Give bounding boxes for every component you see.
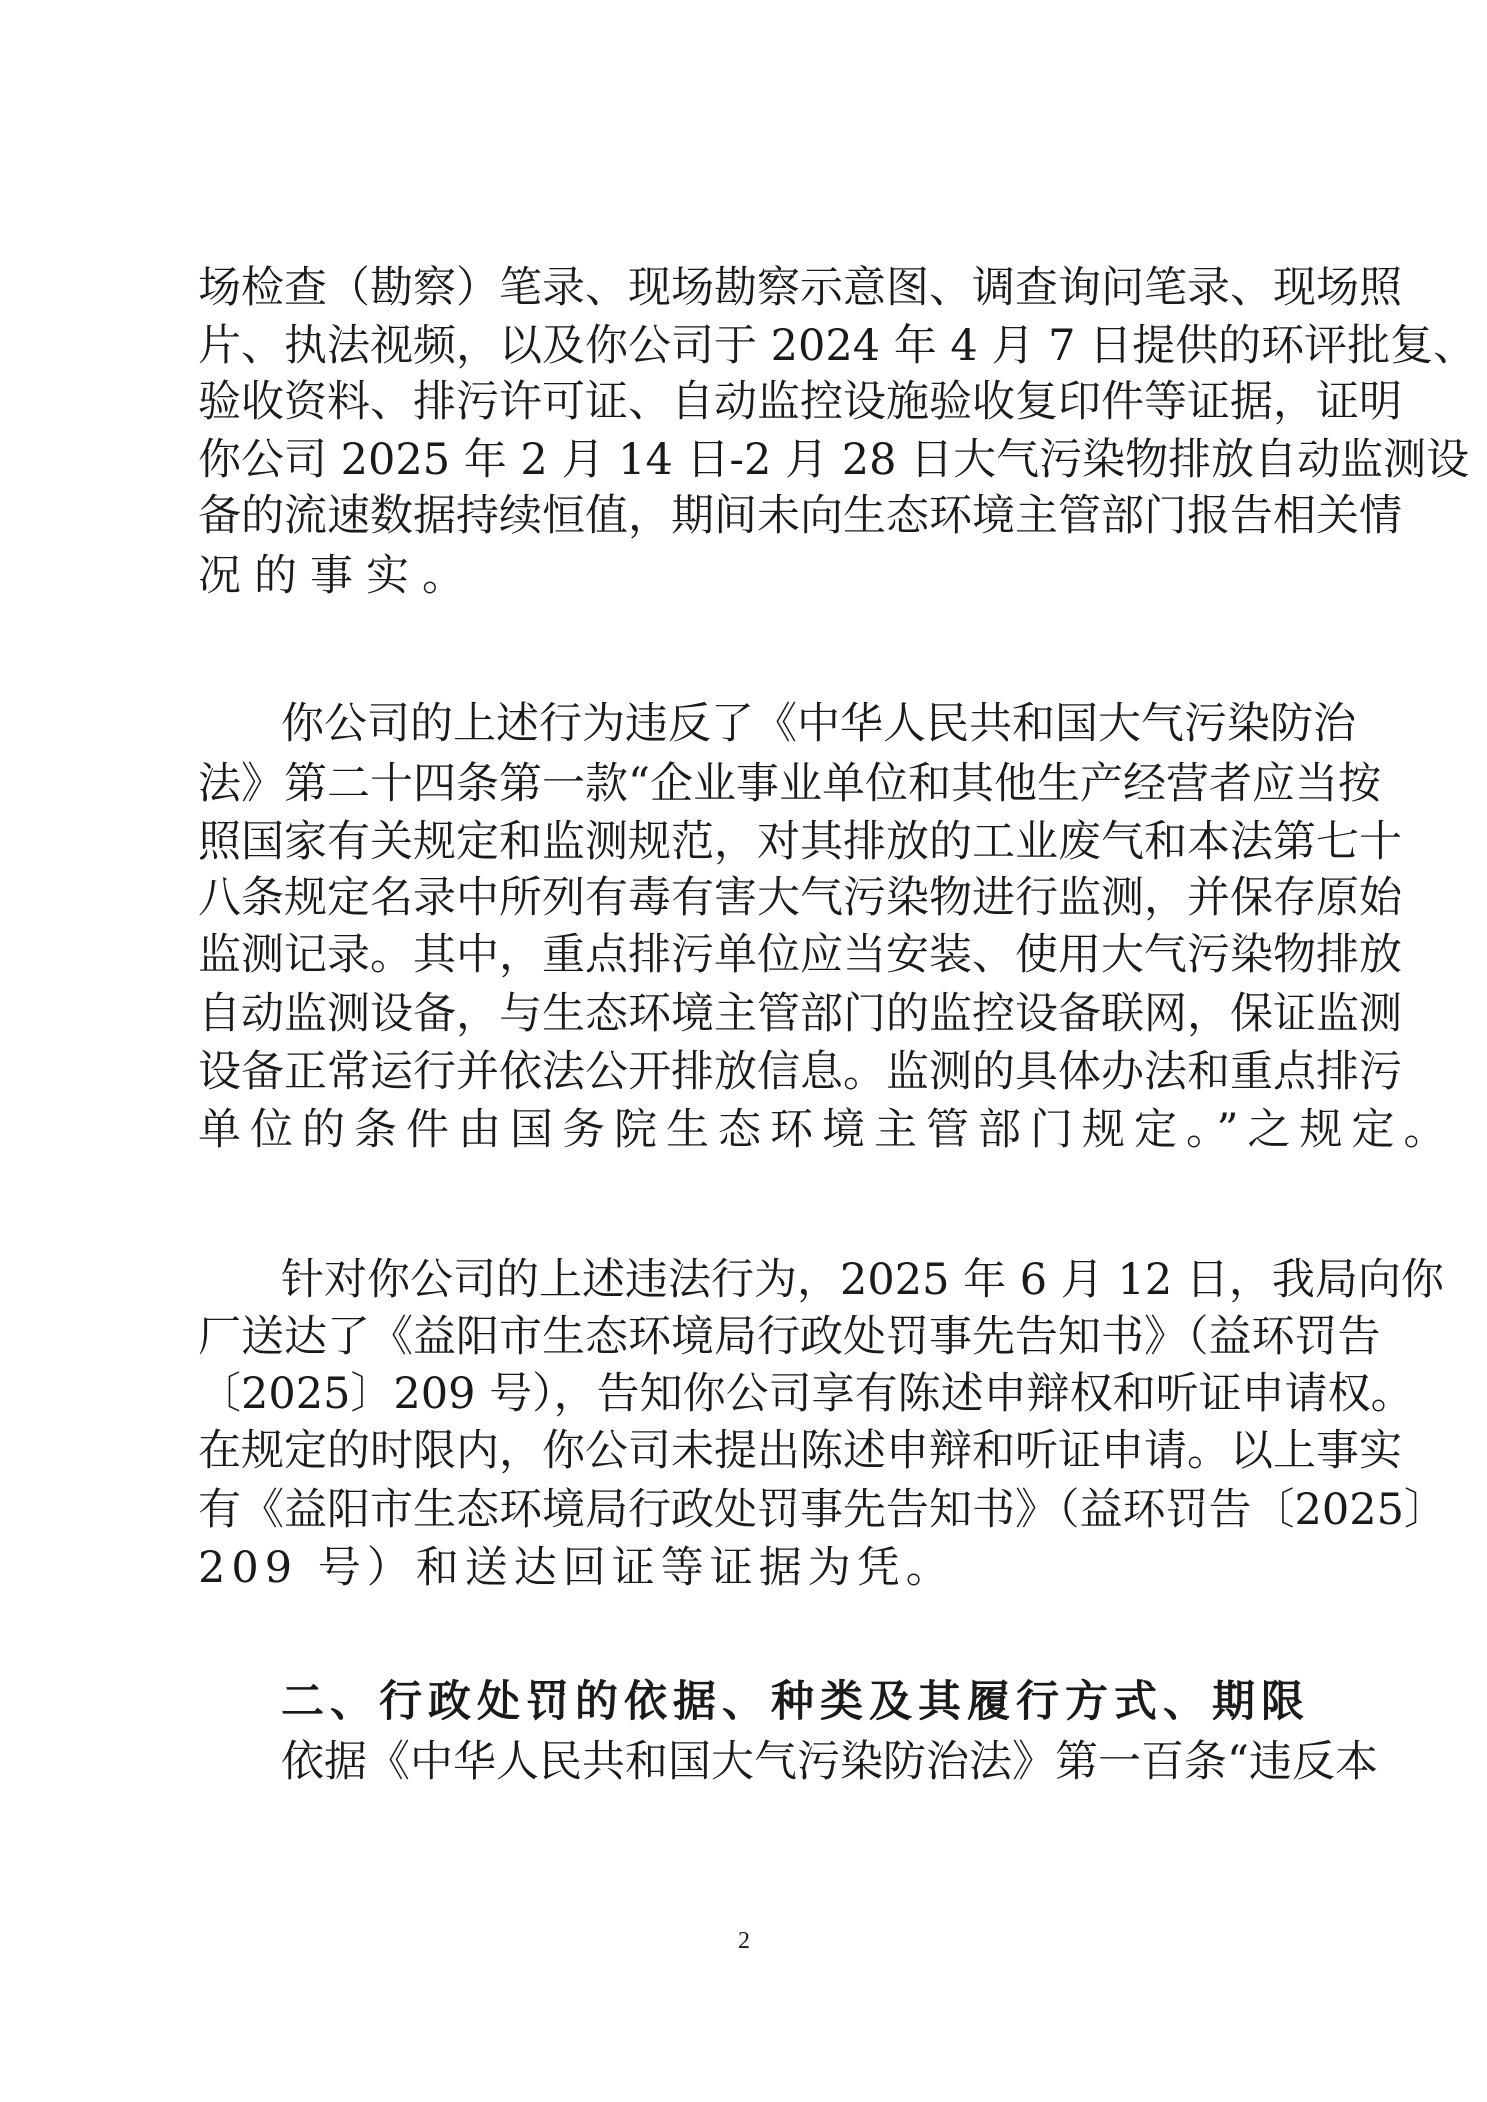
paragraph-1-line: 备的流速数据持续恒值，期间未向生态环境主管部门报告相关情	[198, 491, 1402, 541]
paragraph-3-line: 〔2025〕209 号），告知你公司享有陈述申辩权和听证申请权。	[198, 1369, 1414, 1419]
paragraph-2-line: 监测记录。其中，重点排污单位应当安装、使用大气污染物排放	[198, 930, 1402, 980]
paragraph-3-line: 有《益阳市生态环境局行政处罚事先告知书》（益环罚告〔2025〕	[198, 1485, 1447, 1535]
paragraph-2-line: 自动监测设备，与生态环境主管部门的监控设备联网，保证监测	[198, 989, 1402, 1039]
paragraph-2-line: 八条规定名录中所列有毒有害大气污染物进行监测，并保存原始	[198, 873, 1402, 923]
paragraph-3-line: 针对你公司的上述违法行为，2025 年 6 月 12 日，我局向你	[281, 1255, 1444, 1305]
paragraph-3-line: 厂送达了《益阳市生态环境局行政处罚事先告知书》（益环罚告	[198, 1312, 1381, 1362]
paragraph-3-line: 209 号）和送达回证等证据为凭。	[198, 1543, 955, 1593]
paragraph-2-line: 法》第二十四条第一款“企业事业单位和其他生产经营者应当按	[198, 759, 1381, 809]
paragraph-2-line: 照国家有关规定和监测规范，对其排放的工业废气和本法第七十	[198, 817, 1402, 867]
paragraph-1-line: 况的事实。	[198, 551, 478, 601]
paragraph-2-line: 你公司的上述行为违反了《中华人民共和国大气污染防治	[281, 699, 1356, 749]
paragraph-2-line: 设备正常运行并依法公开排放信息。监测的具体办法和重点排污	[198, 1047, 1402, 1097]
paragraph-1-line: 你公司 2025 年 2 月 14 日-2 月 28 日大气污染物排放自动监测设	[198, 435, 1470, 485]
paragraph-1-line: 片、执法视频，以及你公司于 2024 年 4 月 7 日提供的环评批复、	[198, 321, 1477, 371]
section-heading: 二、行政处罚的依据、种类及其履行方式、期限	[281, 1677, 1310, 1727]
page-number: 2	[738, 1928, 750, 1954]
paragraph-4-line: 依据《中华人民共和国大气污染防治法》第一百条“违反本	[281, 1737, 1378, 1787]
paragraph-1-line: 场检查（勘察）笔录、现场勘察示意图、调查询问笔录、现场照	[198, 263, 1402, 313]
paragraph-1-line: 验收资料、排污许可证、自动监控设施验收复印件等证据，证明	[198, 377, 1402, 427]
paragraph-2-line: 单位的条件由国务院生态环境主管部门规定。”之规定。	[198, 1105, 1456, 1155]
paragraph-3-line: 在规定的时限内，你公司未提出陈述申辩和听证申请。以上事实	[198, 1426, 1402, 1476]
